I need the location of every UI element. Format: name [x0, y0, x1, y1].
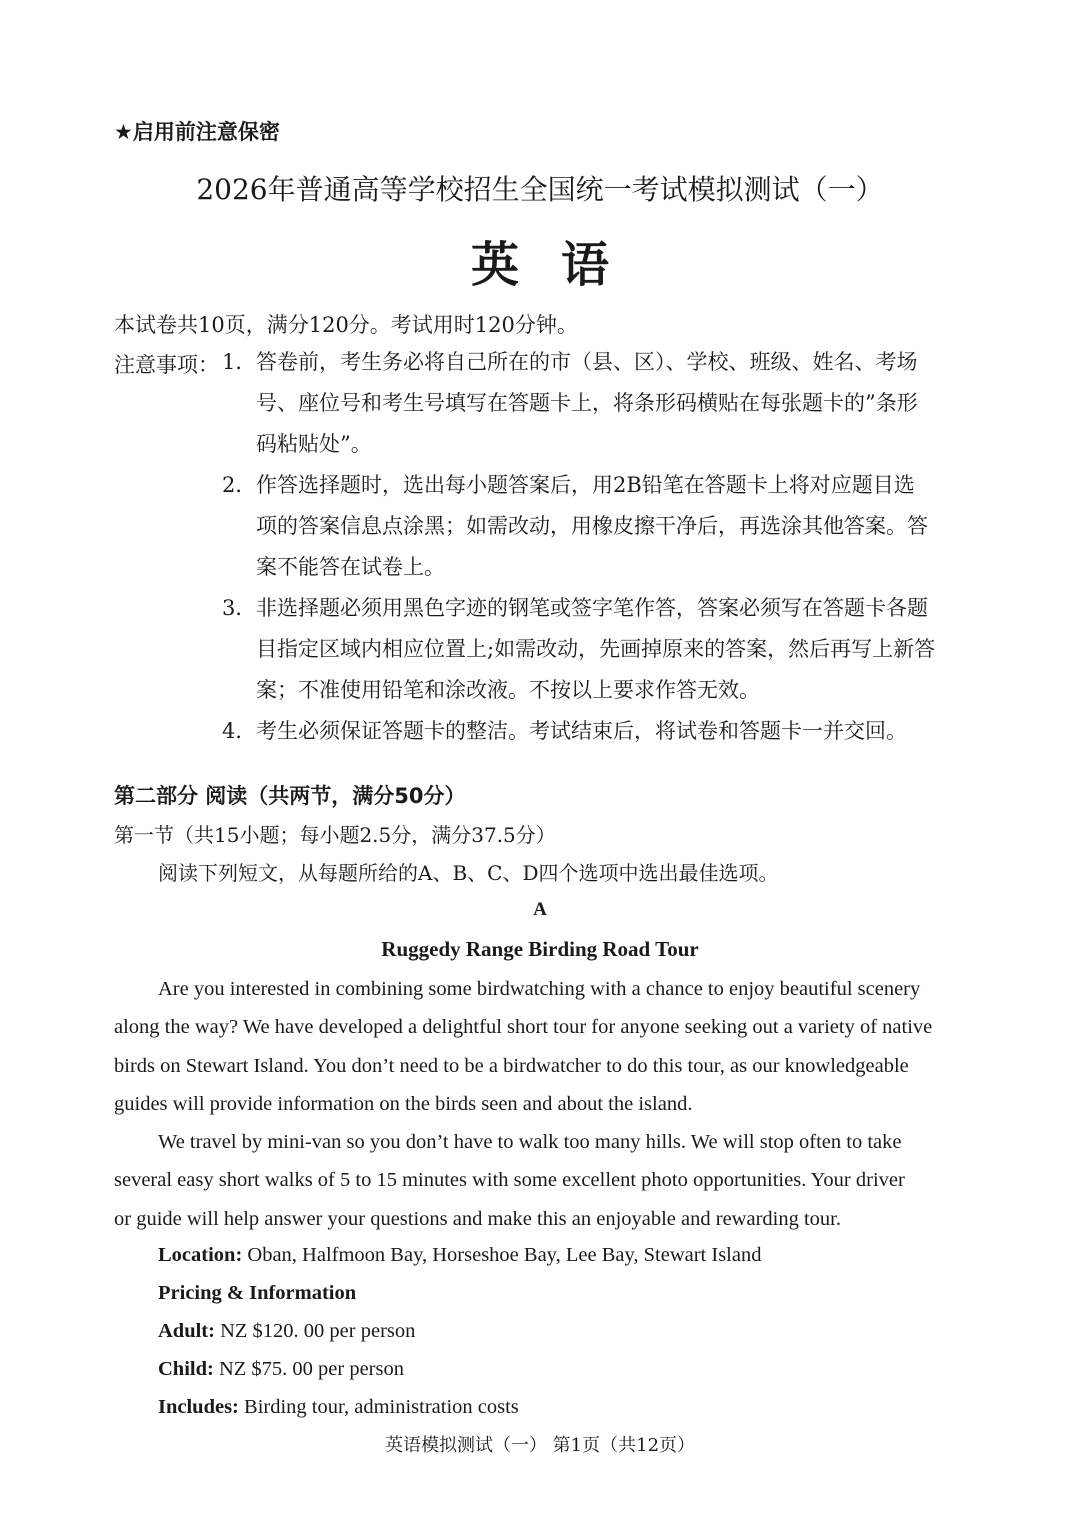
- note-line: 答卷前，考生务必将自己所在的市（县、区）、学校、班级、姓名、考场: [256, 350, 918, 374]
- note-line: 项的答案信息点涂黑；如需改动，用橡皮擦干净后，再选涂其他答案。答: [256, 514, 928, 538]
- paragraph-line: birds on Stewart Island. You don’t need to be a birdwatcher to do this tour, as our knowledgeable: [114, 1054, 909, 1077]
- location-label: Location:: [158, 1244, 243, 1266]
- adult-price: [158, 1320, 415, 1343]
- child-price: [158, 1358, 404, 1381]
- child-value: NZ $75. 00 per person: [213, 1358, 404, 1380]
- note-line: 作答选择题时，选出每小题答案后，用2B铅笔在答题卡上将对应题目选: [256, 473, 915, 497]
- tour-location: [158, 1244, 761, 1267]
- tour-includes: [158, 1396, 519, 1419]
- adult-value: NZ $120. 00 per person: [214, 1320, 416, 1342]
- notes-label: 注意事项：: [114, 353, 219, 377]
- passage-paragraph: [114, 1123, 970, 1238]
- adult-label: Adult:: [158, 1320, 215, 1342]
- note-line: 码粘贴处”。: [256, 432, 372, 456]
- note-item: [222, 588, 936, 711]
- passage-title: Ruggedy Range Birding Road Tour: [381, 937, 699, 961]
- note-line: 案不能答在试卷上。: [256, 555, 445, 579]
- pricing-heading: [158, 1282, 356, 1305]
- reading-instruction: 阅读下列短文，从每题所给的A、B、C、D四个选项中选出最佳选项。: [158, 861, 779, 885]
- note-item: [222, 711, 907, 752]
- child-label: Child:: [158, 1358, 214, 1380]
- note-number: 4．: [222, 719, 257, 743]
- includes-value: Birding tour, administration costs: [238, 1396, 519, 1418]
- passage-paragraph: [114, 970, 970, 1123]
- passage-letter: A: [533, 899, 547, 920]
- paragraph-line: guides will provide information on the birds seen and about the island.: [114, 1092, 693, 1115]
- pricing-heading-text: Pricing & Information: [158, 1282, 357, 1304]
- note-line: 非选择题必须用黑色字迹的钢笔或签字笔作答，答案必须写在答题卡各题: [256, 596, 928, 620]
- note-number: 3．: [222, 596, 257, 620]
- location-value: Oban, Halfmoon Bay, Horseshoe Bay, Lee Bay, Stewart Island: [242, 1244, 762, 1266]
- note-line: 号、座位号和考生号填写在答题卡上，将条形码横贴在每张题卡的”条形: [256, 391, 918, 415]
- section-title: 第二部分 阅读（共两节，满分50分）: [114, 784, 466, 808]
- page-footer: 英语模拟测试（一） 第1页（共12页）: [384, 1435, 696, 1456]
- subject-title: 英语: [470, 237, 651, 293]
- note-item: [222, 465, 928, 588]
- paragraph-line: several easy short walks of 5 to 15 minutes with some excellent photo opportunities. Your driver: [114, 1169, 905, 1192]
- note-item: [222, 342, 918, 465]
- confidential-notice: ★启用前注意保密: [114, 120, 280, 144]
- note-number: 2．: [222, 473, 257, 497]
- note-line: 考生必须保证答题卡的整洁。考试结束后，将试卷和答题卡一并交回。: [256, 719, 907, 743]
- paragraph-line: or guide will help answer your questions and make this an enjoyable and rewarding tour.: [114, 1207, 841, 1230]
- exam-intro: 本试卷共10页，满分120分。考试用时120分钟。: [114, 313, 578, 337]
- paragraph-line: We travel by mini-van so you don’t have to walk too many hills. We will stop often to take: [158, 1131, 902, 1153]
- subsection-title: 第一节（共15小题；每小题2.5分，满分37.5分）: [114, 823, 556, 847]
- note-line: 目指定区域内相应位置上;如需改动，先画掉原来的答案，然后再写上新答: [256, 637, 936, 661]
- includes-label: Includes:: [158, 1396, 239, 1418]
- note-line: 案；不准使用铅笔和涂改液。不按以上要求作答无效。: [256, 678, 760, 702]
- paragraph-line: along the way? We have developed a delightful short tour for anyone seeking out a variety of native: [114, 1016, 933, 1039]
- exam-title: 2026年普通高等学校招生全国统一考试模拟测试（一）: [196, 173, 884, 206]
- paragraph-line: Are you interested in combining some birdwatching with a chance to enjoy beautiful scenery: [158, 978, 921, 1000]
- note-number: 1．: [222, 350, 257, 374]
